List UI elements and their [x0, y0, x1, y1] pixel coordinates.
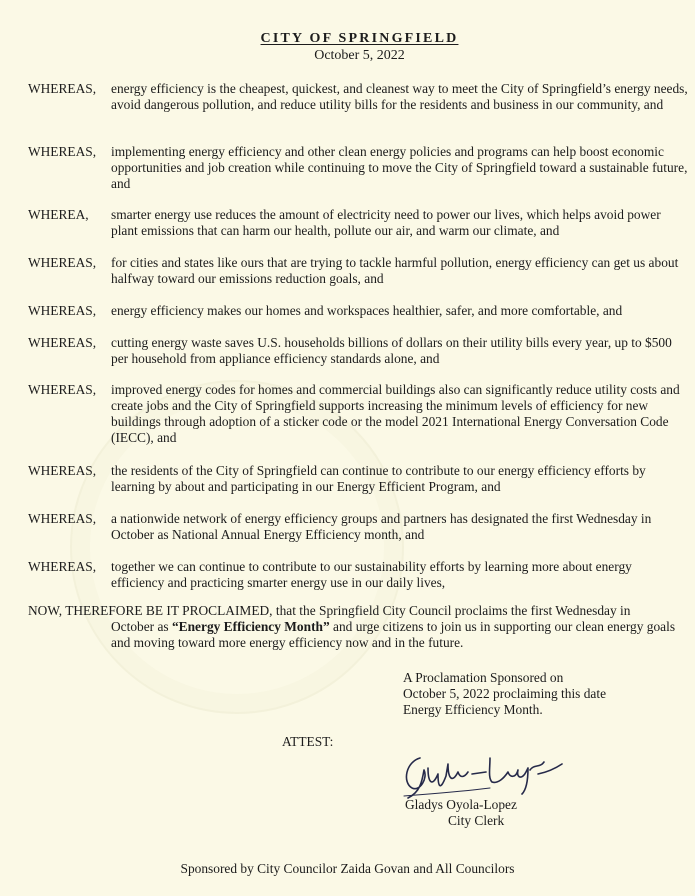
clause-keyword: WHEREAS, — [28, 144, 97, 159]
document-date: October 5, 2022 — [314, 48, 405, 63]
whereas-clause — [28, 463, 688, 495]
sponsor-footer: Sponsored by City Councilor Zaida Govan and All Councilors — [180, 861, 515, 876]
proclamation-lead: NOW, THEREFORE BE IT PROCLAIMED, that the Springfield City Council proclaims the first Wednesday in — [28, 603, 631, 618]
document-title: CITY OF SPRINGFIELD — [260, 31, 459, 46]
clause-text: smarter energy use reduces the amount of electricity need to power our lives, which helps avoid power plant emissions that can harm our health, pollute our air, and warm our climate, and — [111, 207, 661, 238]
proclamation-emphasis: “Energy Efficiency Month” — [171, 619, 330, 634]
clause-text: for cities and states like ours that are trying to tackle harmful pollution, energy efficiency can get us about halfway toward our emissions reduction goals, and — [111, 255, 679, 286]
whereas-clause — [28, 511, 688, 543]
whereas-clause — [28, 81, 688, 113]
clause-keyword: WHEREAS, — [28, 335, 97, 350]
whereas-clause — [28, 559, 688, 591]
sponsor-note-line: Energy Efficiency Month. — [403, 702, 543, 717]
sponsor-note — [403, 670, 683, 718]
clause-keyword: WHEREAS, — [28, 511, 97, 526]
clause-keyword: WHEREA, — [28, 207, 89, 222]
whereas-clause — [28, 144, 688, 192]
clause-text: improved energy codes for homes and commercial buildings also can significantly reduce utility costs and create jobs and the City of Springfield supports increasing the minimum levels of efficiency for new buildings through adoption of a sticker code or the model 2021 International Energy Conversation Code (IECC), and — [111, 382, 680, 445]
whereas-clause — [28, 303, 688, 319]
clause-text: a nationwide network of energy efficiency groups and partners has designated the first Wednesday in October as National Annual Energy Efficiency month, and — [111, 511, 652, 542]
proclamation-statement — [28, 603, 688, 651]
proclamation-text-after: and urge citizens to join us in supporting our clean energy goals and moving toward more energy efficiency now and in the future. — [111, 619, 676, 650]
sponsor-note-line: October 5, 2022 proclaiming this date — [403, 686, 607, 701]
whereas-clause — [28, 335, 688, 367]
clerk-title: City Clerk — [448, 813, 505, 828]
clause-keyword: WHEREAS, — [28, 81, 97, 96]
clause-text: energy efficiency is the cheapest, quickest, and cleanest way to meet the City of Springfield’s energy needs, avoid dangerous pollution, and reduce utility bills for the residents and business in our community, and — [111, 81, 688, 112]
clause-text: implementing energy efficiency and other clean energy policies and programs can help boost economic opportunities and job creation while continuing to move the City of Springfield toward a sustainable future, and — [111, 144, 688, 191]
proclamation-text-before: October as — [111, 619, 172, 634]
whereas-clause — [28, 255, 688, 287]
clause-text: cutting energy waste saves U.S. households billions of dollars on their utility bills every year, up to $500 per household from appliance efficiency standards alone, and — [111, 335, 672, 366]
clause-keyword: WHEREAS, — [28, 303, 97, 318]
proclamation-body — [111, 619, 688, 651]
clause-keyword: WHEREAS, — [28, 463, 97, 478]
clerk-signature — [398, 748, 568, 804]
clause-keyword: WHEREAS, — [28, 255, 97, 270]
clause-text: together we can continue to contribute to our sustainability efforts by learning more about energy efficiency and practicing smarter energy use in our daily lives, — [111, 559, 632, 590]
clerk-name: Gladys Oyola-Lopez — [405, 797, 517, 812]
clause-text: energy efficiency makes our homes and workspaces healthier, safer, and more comfortable, and — [111, 303, 623, 318]
clause-keyword: WHEREAS, — [28, 382, 97, 397]
whereas-clause — [28, 207, 688, 239]
sponsor-note-line: A Proclamation Sponsored on — [403, 670, 564, 685]
whereas-clause — [28, 382, 688, 446]
clause-text: the residents of the City of Springfield can continue to contribute to our energy efficiency efforts by learning by about and participating in our Energy Efficient Program, and — [111, 463, 646, 494]
clause-keyword: WHEREAS, — [28, 559, 97, 574]
attest-label: ATTEST: — [282, 734, 334, 749]
